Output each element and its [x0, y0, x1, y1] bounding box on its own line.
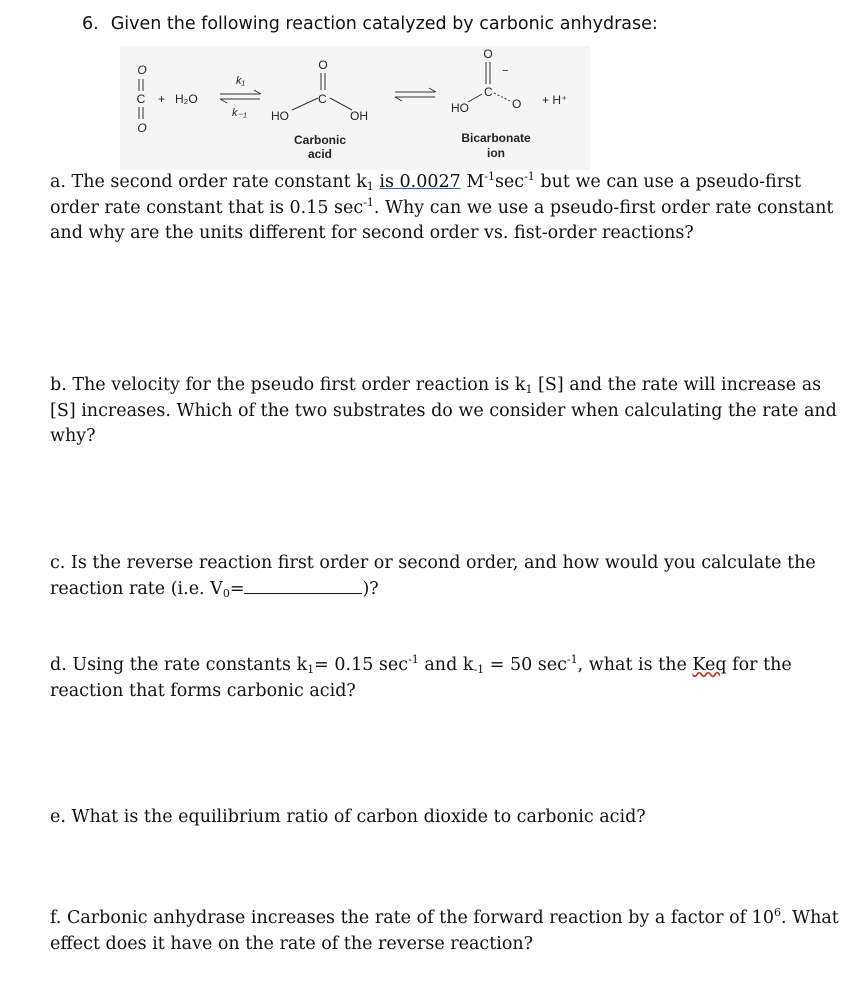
- question-part-a: a. The second order rate constant $k_1$ is 0.0027 $M^{-1}\sec^{-1}$ but we can use a pseudo-first order rate constant that is 0.15 $\sec^{-1}$. Why can we use a pseudo-first order rate constant and why are the units different for second order vs. fist-order reactions?: [50, 170, 834, 243]
- question-part-d: d. Using the rate constants $k_1= 0.15$ $\sec^{-1}$ and $k_{-1} = 50$ $\sec^{-1}$, what is the Keq for the reaction that forms carbonic acid?: [50, 653, 792, 701]
- carbonic-hydroxyl-left: HO: [271, 109, 289, 123]
- k-forward-label: k₁: [236, 75, 245, 87]
- bicarbonate-oxygen-top: O: [483, 47, 493, 61]
- underlined-rate-value: is 0.0027: [379, 172, 461, 192]
- bicarbonate-hydroxyl: HO: [451, 101, 469, 115]
- carbonic-acid-label-line1: Carbonic: [293, 133, 347, 147]
- carbonic-acid-label-line2: acid: [307, 147, 333, 161]
- question-part-c: c. Is the reverse reaction first order or second order, and how would you calculate the reaction rate (i.e. $V_0=$ )?: [50, 553, 816, 600]
- co2-top-oxygen: O: [137, 63, 147, 77]
- bicarbonate-label-line1: Bicarbonate: [461, 131, 531, 145]
- question-title: [82, 14, 658, 34]
- bicarbonate-structure: [451, 47, 567, 160]
- question-part-f: f. Carbonic anhydrase increases the rate of the forward reaction by a factor of $10^6$. What effect does it have on the rate of the reverse reaction?: [50, 906, 839, 954]
- keq-term: Keq: [692, 655, 727, 675]
- bicarbonate-charge: −: [502, 65, 509, 77]
- plus-sign: +: [158, 92, 166, 106]
- question-part-b: b. The velocity for the pseudo first order reaction is $k_1$ [S] and the rate will increase as [S] increases. Which of the two substrates do we consider when calculating the rate and why?: [50, 375, 837, 446]
- equilibrium-arrows: [220, 75, 261, 119]
- carbonic-oxygen: O: [318, 58, 328, 72]
- carbonic-acid-structure: [271, 58, 368, 161]
- carbonic-carbon: C: [318, 92, 327, 106]
- answer-blank: [244, 579, 362, 594]
- reaction-figure: [120, 46, 590, 170]
- bicarbonate-label-line2: ion: [487, 146, 505, 160]
- co2-bottom-oxygen: O: [137, 121, 147, 135]
- proton: + H⁺: [542, 93, 568, 107]
- equilibrium-arrows-2: [395, 88, 436, 101]
- water-formula: H₂O: [175, 92, 198, 106]
- carbon-dioxide-structure: [137, 63, 147, 135]
- question-number: 6.: [82, 14, 99, 34]
- co2-carbon: C: [136, 92, 146, 106]
- bicarbonate-carbon: C: [484, 85, 493, 99]
- question-part-e: e. What is the equilibrium ratio of carbon dioxide to carbonic acid?: [50, 807, 646, 827]
- k-reverse-label: k₋₁: [232, 107, 247, 119]
- bicarbonate-oxygen-right: O: [512, 97, 522, 111]
- question-text: Given the following reaction catalyzed by carbonic anhydrase:: [110, 14, 658, 34]
- carbonic-hydroxyl-right: OH: [350, 109, 368, 123]
